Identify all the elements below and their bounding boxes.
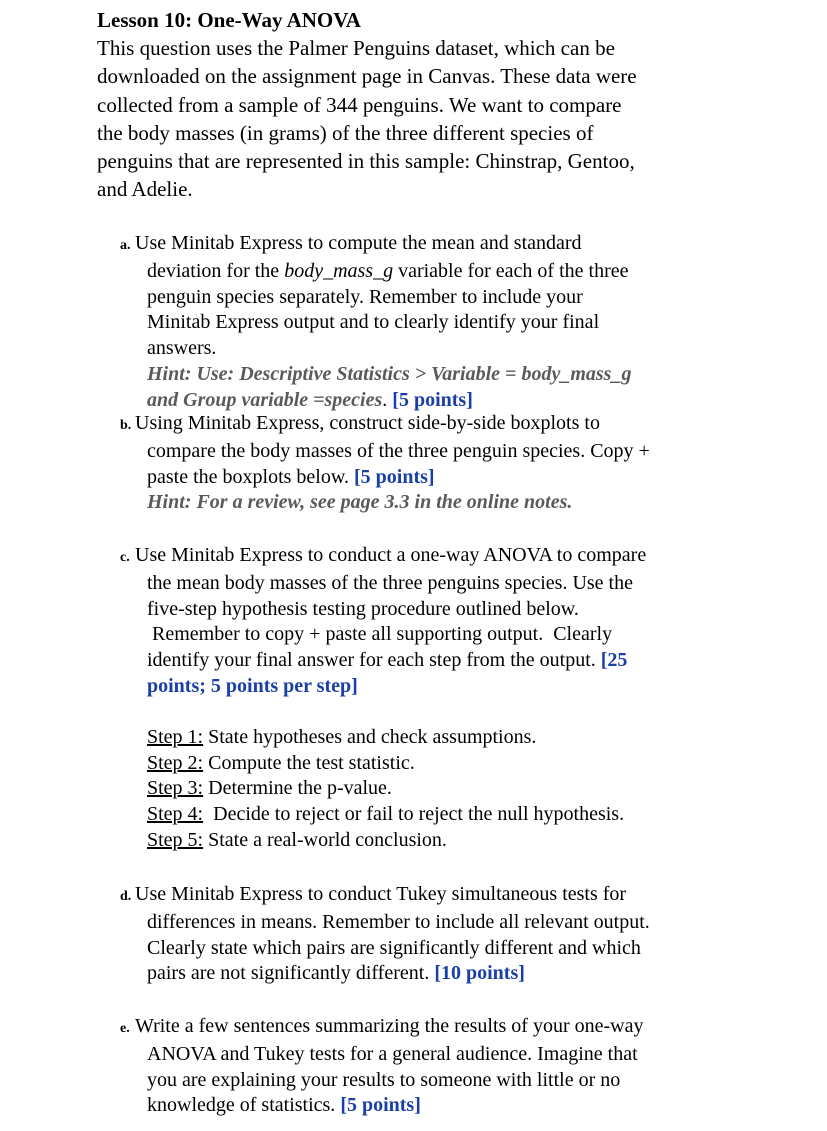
- hint-line: [120, 388, 810, 414]
- question-text-line: ANOVA and Tukey tests for a general audience. Imagine that: [147, 1042, 638, 1065]
- question-text-line: Clearly state which pairs are significantly different and which: [147, 936, 641, 959]
- item-marker: e.: [120, 1021, 130, 1036]
- step-text: State a real-world conclusion.: [203, 828, 447, 851]
- step-label: Step 1:: [147, 725, 204, 748]
- step-label: Step 4:: [147, 803, 204, 826]
- question-text-line: compare the body masses of the three penguin species. Copy +: [147, 439, 650, 462]
- question-b: [120, 411, 810, 516]
- text-fragment: variable for each of the three: [393, 259, 629, 282]
- question-text-line: Using Minitab Express, construct side-by-side boxplots to: [135, 412, 600, 434]
- step-5: [120, 828, 810, 854]
- text-fragment: knowledge of statistics.: [147, 1094, 341, 1117]
- question-text-line: answers.: [147, 337, 217, 360]
- question-text-line: Minitab Express output and to clearly identify your final: [147, 311, 600, 334]
- question-text-line: Use Minitab Express to conduct a one-way ANOVA to compare: [135, 544, 647, 566]
- step-text: Decide to reject or fail to reject the null hypothesis.: [203, 803, 625, 826]
- question-text-line: Write a few sentences summarizing the results of your one-way: [135, 1015, 644, 1037]
- step-label: Step 2:: [147, 751, 204, 774]
- question-text-line: [120, 1093, 810, 1119]
- question-text-line: Use Minitab Express to compute the mean and standard: [135, 232, 582, 254]
- question-text-line: you are explaining your results to someone with little or no: [147, 1068, 621, 1091]
- text-fragment: paste the boxplots below.: [147, 465, 355, 488]
- item-marker: c.: [120, 550, 130, 565]
- question-text-line: [120, 259, 810, 285]
- question-text-line: [120, 465, 810, 491]
- points-label: [25: [600, 649, 628, 672]
- question-text-line: Remember to copy + paste all supporting output. Clearly: [147, 623, 613, 646]
- question-text-line: differences in means. Remember to include all relevant output.: [147, 910, 650, 933]
- intro-line: and Adelie.: [97, 177, 193, 202]
- question-d: [120, 882, 810, 987]
- document-page: [97, 6, 817, 204]
- step-4: [120, 802, 810, 828]
- step-label: Step 3:: [147, 777, 204, 800]
- question-a: [120, 231, 810, 414]
- points-label: [10 points]: [434, 962, 525, 985]
- step-1: [120, 725, 810, 751]
- question-text-line: Use Minitab Express to conduct Tukey simultaneous tests for: [135, 883, 627, 905]
- lesson-title: Lesson 10: One-Way ANOVA: [97, 8, 361, 32]
- text-fragment: identify your final answer for each step from the output.: [147, 649, 601, 672]
- item-marker: a.: [120, 238, 131, 253]
- step-2: [120, 751, 810, 777]
- text-fragment: pairs are not significantly different.: [147, 962, 435, 985]
- points-label: [5 points]: [340, 1094, 421, 1117]
- spacer: [120, 700, 810, 725]
- hint-line: Hint: For a review, see page 3.3 in the online notes.: [147, 491, 573, 514]
- item-marker: b.: [120, 418, 132, 433]
- question-text-line: the mean body masses of the three penguins species. Use the: [147, 571, 633, 594]
- intro-line: downloaded on the assignment page in Canvas. These data were: [97, 64, 637, 89]
- text-fragment: .: [382, 388, 393, 411]
- question-text-line: five-step hypothesis testing procedure outlined below.: [147, 597, 579, 620]
- step-text: State hypotheses and check assumptions.: [203, 725, 537, 748]
- question-e: [120, 1014, 810, 1119]
- step-label: Step 5:: [147, 828, 204, 851]
- points-label: points; 5 points per step]: [147, 674, 358, 697]
- item-marker: d.: [120, 889, 132, 904]
- intro-line: collected from a sample of 344 penguins. We want to compare: [97, 92, 622, 117]
- question-text-line: penguin species separately. Remember to include your: [147, 285, 583, 308]
- points-label: [5 points]: [354, 465, 435, 488]
- question-c: [120, 543, 810, 854]
- intro-paragraph: [97, 34, 817, 204]
- variable-name: body_mass_g: [284, 259, 394, 282]
- step-text: Compute the test statistic.: [203, 751, 415, 774]
- hint-line: Hint: Use: Descriptive Statistics > Variable = body_mass_g: [147, 362, 632, 385]
- intro-line: the body masses (in grams) of the three different species of: [97, 120, 594, 145]
- hint-text: and Group variable =species: [147, 388, 383, 411]
- intro-line: This question uses the Palmer Penguins dataset, which can be: [97, 36, 615, 60]
- step-3: [120, 776, 810, 802]
- text-fragment: deviation for the: [147, 259, 285, 282]
- points-label: [5 points]: [392, 388, 473, 411]
- step-text: Determine the p-value.: [203, 777, 392, 800]
- question-text-line: [120, 648, 810, 674]
- question-text-line: [120, 961, 810, 987]
- intro-line: penguins that are represented in this sample: Chinstrap, Gentoo,: [97, 149, 635, 174]
